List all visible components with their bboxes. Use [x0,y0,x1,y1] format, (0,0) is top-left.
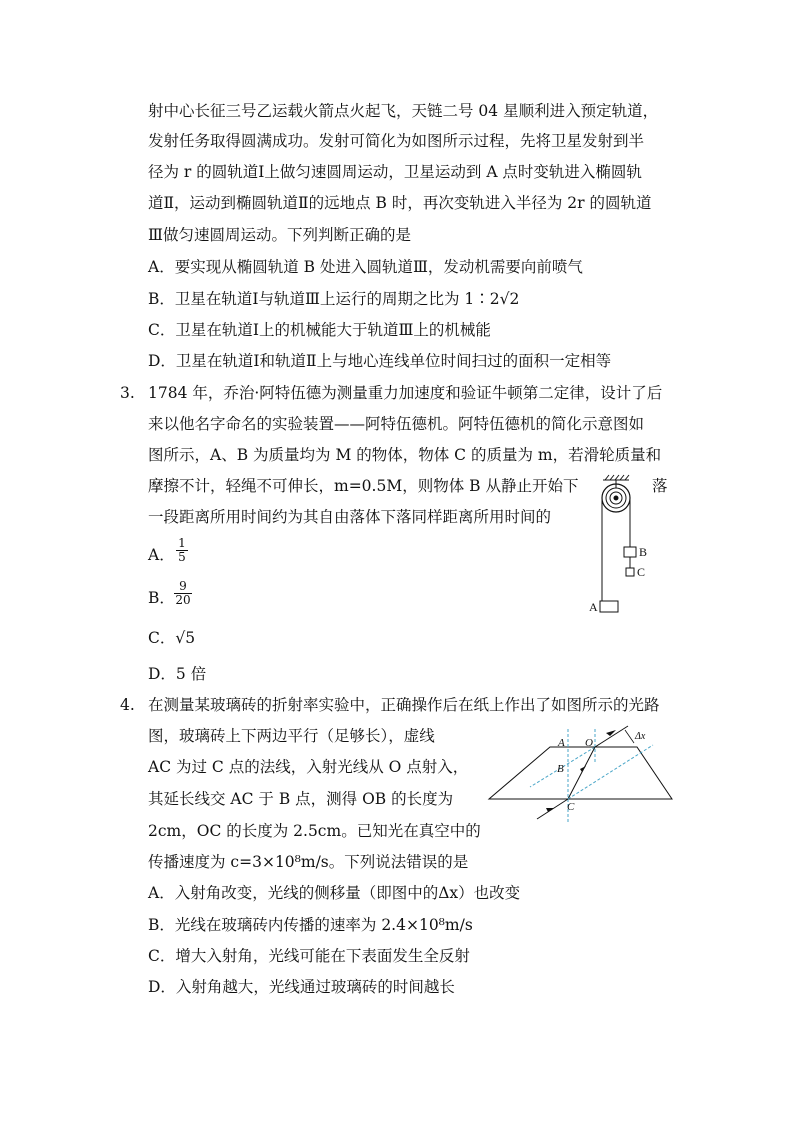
pulley [602,484,630,512]
label-a: A [558,737,565,749]
label-b: B [639,545,648,559]
block-a [600,601,618,612]
q4-line-6: 传播速度为 c=3×10⁸m/s。下列说法错误的是 [148,853,469,871]
q4-line-4: 其延长线交 AC 于 B 点，测得 OB 的长度为 [148,790,454,808]
label-c: C [567,801,575,813]
q2-line-5: Ⅲ做匀速圆周运动。下列判断正确的是 [148,226,411,244]
q2-line-3: 径为 r 的圆轨道Ⅰ上做匀速圆周运动，卫星运动到 A 点时变轨进入椭圆轨 [148,163,642,181]
q3-line-1: 1784 年，乔治·阿特伍德为测量重力加速度和验证牛顿第二定律，设计了后 [148,384,663,402]
q3-line-4-tail: 落 [652,477,668,495]
block-c [626,568,634,576]
incident-ray [595,726,628,747]
q2-option-c: C．卫星在轨道Ⅰ上的机械能大于轨道Ⅲ上的机械能 [148,321,491,339]
q4-option-c: C．增大入射角，光线可能在下表面发生全反射 [148,947,470,965]
q4-option-d: D．入射角越大，光线通过玻璃砖的时间越长 [148,978,455,996]
q2-option-a: A．要实现从椭圆轨道 B 处进入圆轨道Ⅲ，发动机需要向前喷气 [148,258,583,276]
q4-option-a: A．入射角改变，光线的侧移量（即图中的Δx）也改变 [148,884,521,902]
q3-option-a-numerator: 1 [178,536,186,550]
q2-line-2: 发射任务取得圆满成功。发射可简化为如图所示过程，先将卫星发射到半 [148,132,645,150]
refraction-figure [485,724,680,826]
q3-number: 3. [120,384,135,402]
q3-option-d: D．5 倍 [148,665,207,683]
q4-line-3: AC 为过 C 点的法线，入射光线从 O 点射入， [148,758,469,776]
label-o: O [585,737,593,749]
emergent-ray-extension [568,745,653,799]
q2-line-1: 射中心长征三号乙运载火箭点火起飞，天链二号 04 星顺利进入预定轨道， [148,102,659,120]
q3-option-b-fraction [174,580,192,607]
label-delta-x: Δx [635,731,646,742]
q3-line-4: 摩擦不计，轻绳不可伸长，m=0.5M，则物体 B 从静止开始下 [148,477,579,495]
label-c: C [637,565,646,579]
q3-option-b-denominator: 20 [175,593,191,607]
label-b: B [557,763,564,775]
block-b [624,547,636,557]
q3-line-5: 一段距离所用时间约为其自由落体下落同样距离所用时间的 [148,508,552,526]
q3-option-b-label: B． [148,589,175,607]
q3-option-a-denominator: 5 [176,550,188,564]
atwood-machine-figure [585,474,665,619]
q3-line-2: 来以他名字命名的实验装置——阿特伍德机。阿特伍德机的简化示意图如 [148,415,645,433]
q4-line-1: 在测量某玻璃砖的折射率实验中，正确操作后在纸上作出了如图所示的光路 [148,696,660,714]
glass-brick [489,747,672,799]
q3-option-a-fraction [176,537,188,564]
label-a: A [589,600,598,614]
delta-x-marker [625,730,634,743]
ceiling-mount [603,475,629,488]
q2-option-d: D．卫星在轨道Ⅰ和轨道Ⅱ上与地心连线单位时间扫过的面积一定相等 [148,352,612,370]
q3-option-b-numerator: 9 [179,579,187,593]
q4-line-5: 2cm，OC 的长度为 2.5cm。已知光在真空中的 [148,822,481,840]
q4-line-2: 图，玻璃砖上下两边平行（足够长），虚线 [148,727,435,745]
q4-option-b: B．光线在玻璃砖内传播的速率为 2.4×10⁸m/s [148,916,473,934]
arrow-emergent [546,808,554,812]
q3-line-3: 图所示，A、B 为质量均为 M 的物体，物体 C 的质量为 m，若滑轮质量和 [148,446,662,464]
q3-option-a-label: A． [148,546,175,564]
q3-option-c: C．√5 [148,629,196,647]
q4-number: 4. [120,696,135,714]
q2-line-4: 道Ⅱ，运动到椭圆轨道Ⅱ的远地点 B 时，再次变轨进入半径为 2r 的圆轨道 [148,194,652,212]
q2-option-b: B．卫星在轨道Ⅰ与轨道Ⅲ上运行的周期之比为 1∶2√2 [148,290,520,308]
